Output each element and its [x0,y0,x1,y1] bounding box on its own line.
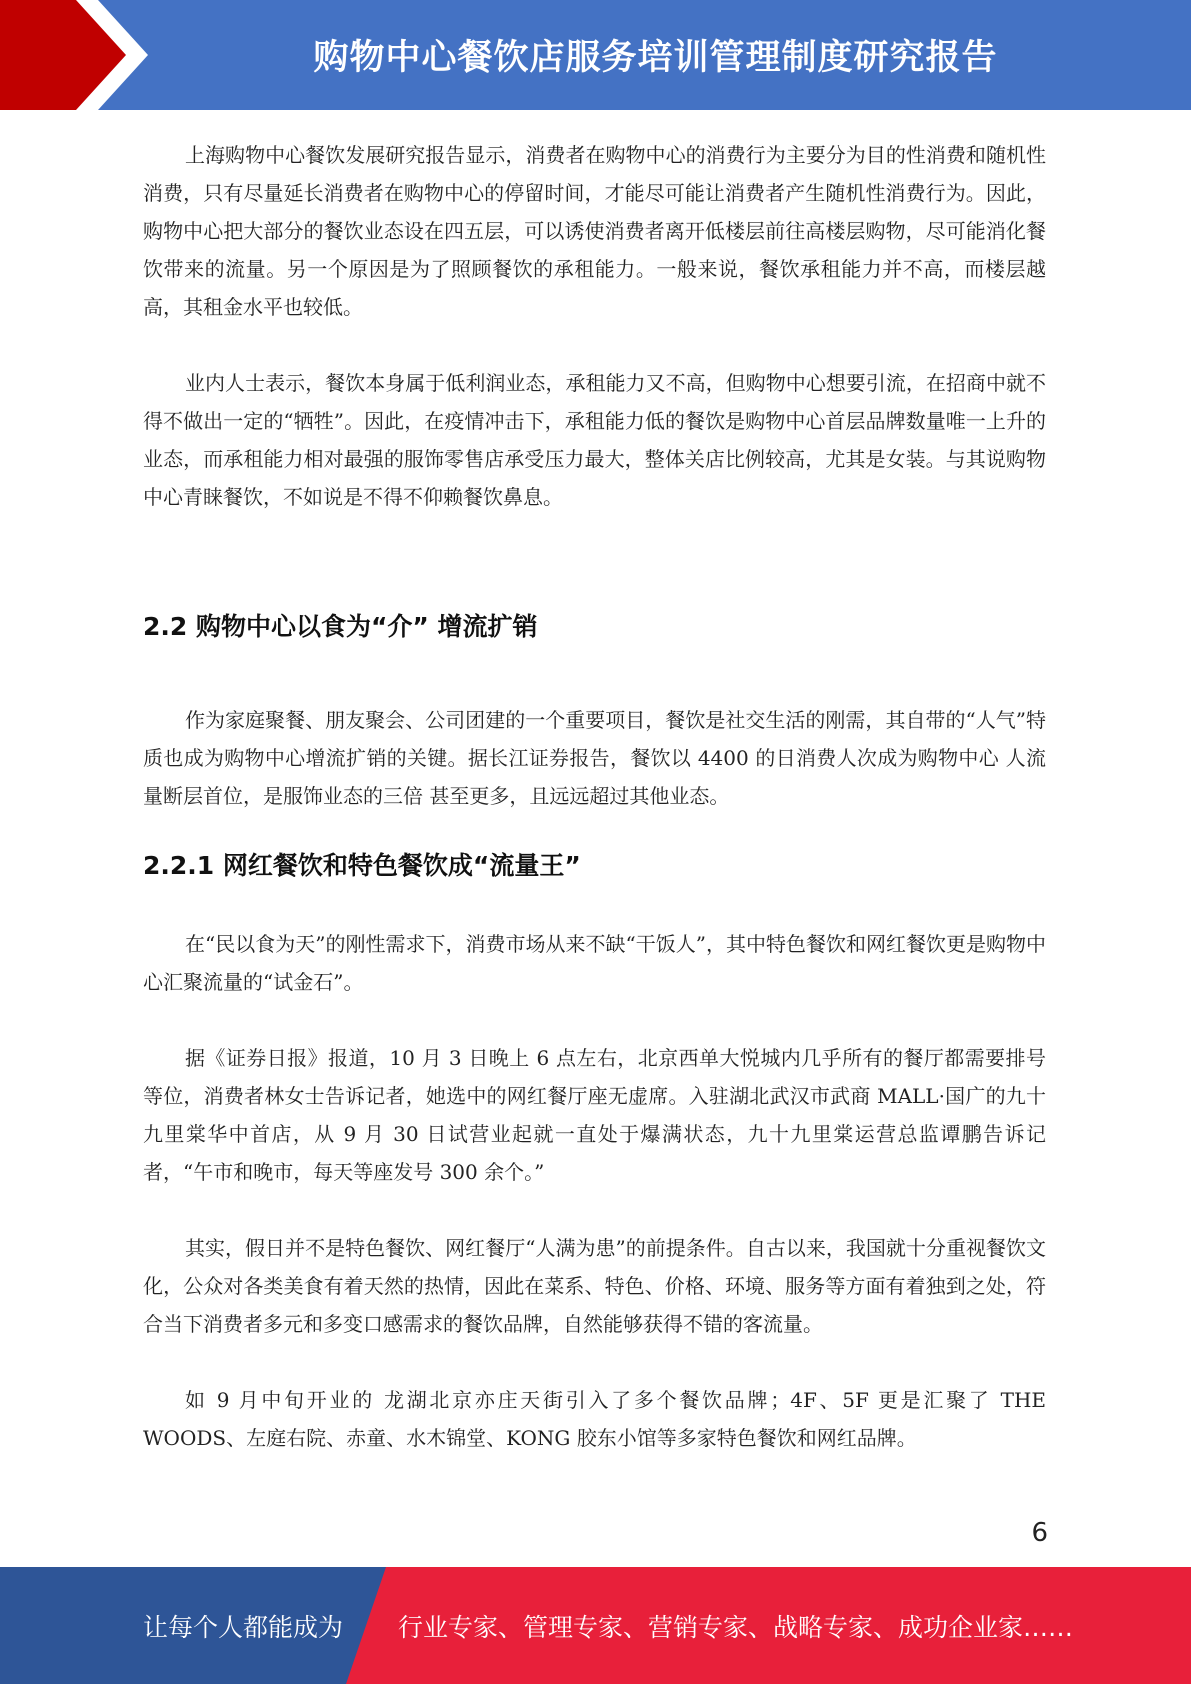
paragraph: 其实，假日并不是特色餐饮、网红餐厅“人满为患”的前提条件。自古以来，我国就十分重视餐饮文化，公众对各类美食有着天然的热情，因此在菜系、特色、价格、环境、服务等方面有着独到之处，符合当下消费者多元和多变口感需求的餐饮品牌，自然能够获得不错的客流量。 [143,1236,1046,1336]
document-body [143,136,1046,1457]
paragraph: 业内人士表示，餐饮本身属于低利润业态，承租能力又不高，但购物中心想要引流，在招商中就不得不做出一定的“牺牲”。因此，在疫情冲击下，承租能力低的餐饮是购物中心首层品牌数量唯一上升的业态，而承租能力相对最强的服饰零售店承受压力最大，整体关店比例较高，尤其是女装。与其说购物中心青睐餐饮，不如说是不得不仰赖餐饮鼻息。 [143,371,1046,509]
paragraph: 上海购物中心餐饮发展研究报告显示，消费者在购物中心的消费行为主要分为目的性消费和随机性消费，只有尽量延长消费者在购物中心的停留时间，才能尽可能让消费者产生随机性消费行为。因此，购物中心把大部分的餐饮业态设在四五层，可以诱使消费者离开低楼层前往高楼层购物，尽可能消化餐饮带来的流量。另一个原因是为了照顾餐饮的承租能力。一般来说，餐饮承租能力并不高，而楼层越高，其租金水平也较低。 [143,143,1046,319]
paragraph: 据《证券日报》报道，10 月 3 日晚上 6 点左右，北京西单大悦城内几乎所有的餐厅都需要排号等位，消费者林女士告诉记者，她选中的网红餐厅座无虚席。入驻湖北武汉市武商 MALL·国广的九十九里棠华中首店，从 9 月 30 日试营业起就一直处于爆满状态，九十九里棠运营总监谭鹏告诉记者，“午市和晚市，每天等座发号 300 余个。” [143,1046,1046,1184]
paragraph: 如 9 月中旬开业的 龙湖北京亦庄天街引入了多个餐饮品牌；4F、5F 更是汇聚了 THE WOODS、左庭右院、赤童、水木锦堂、KONG 胶东小馆等多家特色餐饮和网红品牌。 [143,1388,1046,1450]
footer-slogan-right: 行业专家、管理专家、营销专家、战略专家、成功企业家…… [398,1612,1074,1642]
document-title: 购物中心餐饮店服务培训管理制度研究报告 [313,38,998,78]
page-header [0,0,1191,110]
page-footer [0,1567,1191,1684]
subsection-heading: 2.2.1 网红餐饮和特色餐饮成“流量王” [143,851,581,880]
header-arrow-decoration [0,0,160,110]
section-heading: 2.2 购物中心以食为“介” 增流扩销 [143,612,538,641]
paragraph: 在“民以食为天”的刚性需求下，消费市场从来不缺“干饭人”，其中特色餐饮和网红餐饮更是购物中心汇聚流量的“试金石”。 [143,932,1046,994]
page-number: 6 [1031,1518,1048,1548]
paragraph: 作为家庭聚餐、朋友聚会、公司团建的一个重要项目，餐饮是社交生活的刚需，其自带的“人气”特质也成为购物中心增流扩销的关键。据长江证券报告，餐饮以 4400 的日消费人次成为购物中心 人流量断层首位，是服饰业态的三倍 甚至更多，且远远超过其他业态。 [143,708,1046,808]
footer-slogan-left: 让每个人都能成为 [143,1612,344,1642]
